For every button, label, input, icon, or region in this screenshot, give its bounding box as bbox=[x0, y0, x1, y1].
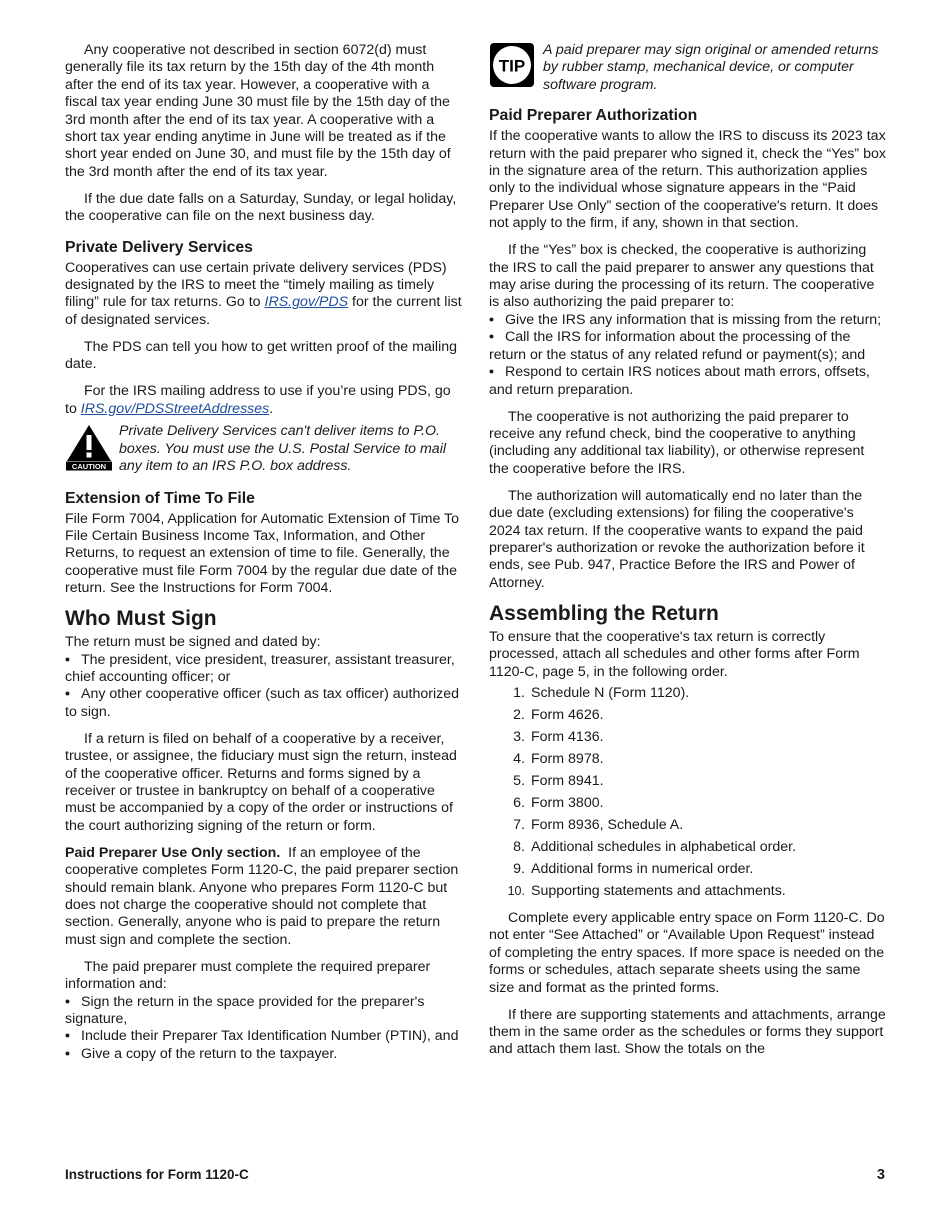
sign-bullet-item: • Any other cooperative officer (such as tax officer) authorized to sign. bbox=[65, 686, 460, 720]
list-item: 4. Form 8978. bbox=[513, 750, 604, 767]
list-item: 8. Additional schedules in alphabetical order. bbox=[513, 838, 797, 855]
fiduciary-paragraph: If a return is filed on behalf of a cooperative by a receiver, trustee, or assignee, the fiduciary must sign the return, instead of the cooperative officer. Returns and forms signed by a receiver or trustee in bankruptcy on behalf of a cooperative must be accompanied by a copy of the order or instructions of the court authorizing signing of the return or form. bbox=[65, 730, 457, 834]
assembling-paragraph-3: If there are supporting statements and attachments, arrange them in the same order as the schedules or forms they support and attach them last. Show the totals on the bbox=[489, 1006, 886, 1058]
irs-pds-link[interactable]: IRS.gov/PDS bbox=[264, 294, 349, 311]
authorization-bullet-item: • Call the IRS for information about the processing of the return or the status of any related refund or payment(s); and bbox=[489, 329, 866, 363]
left-column bbox=[65, 42, 463, 1063]
preparer-bullet-item: • Give a copy of the return to the taxpayer. bbox=[65, 1045, 338, 1062]
list-item: 1. Schedule N (Form 1120). bbox=[513, 684, 690, 701]
assembling-paragraph-2: Complete every applicable entry space on Form 1120-C. Do not enter “See Attached” or “Available Upon Request” instead of completing the entry spaces. If more space is needed on the forms or schedules, attach separate sheets using the same size and format as the printed forms. bbox=[489, 909, 885, 996]
pds-paragraph-3: For the IRS mailing address to use if you’re using PDS, go to IRS.gov/PDSStreetAddresses. bbox=[65, 383, 451, 417]
authorization-paragraph-3: The cooperative is not authorizing the paid preparer to receive any refund check, bind the cooperative to anything (including any additional tax liability), or otherwise represent the cooperative before the IRS. bbox=[489, 408, 865, 477]
pds-paragraph-2: The PDS can tell you how to get written proof of the mailing date. bbox=[65, 338, 458, 373]
tip-icon bbox=[489, 42, 543, 93]
extension-paragraph: File Form 7004, Application for Automatic Extension of Time To File Certain Business Income Tax, Information, and Other Returns, to request an extension of time to file. Generally, the cooperative must file Form 7004 by the regular due date of the return. See the Instructions for Form 7004. bbox=[65, 510, 460, 597]
due-date-paragraph: Any cooperative not described in section 6072(d) must generally file its tax return by the 15th day of the 4th month after the end of its tax year. However, a cooperative with a fiscal tax year ending June 30 must file by the 15th day of the 3rd month after the end of its tax year. A cooperative with a short tax year ending anytime in June will be treated as if the short year ended on June 30, and must file by the 15th day of the 3rd month after the end of its tax year. bbox=[65, 42, 451, 180]
preparer-requirements-intro: The paid preparer must complete the required preparer information and: bbox=[65, 958, 431, 993]
list-item: 5. Form 8941. bbox=[513, 772, 604, 789]
authorization-paragraph-4: The authorization will automatically end no later than the due date (excluding extensions) for filing the cooperative's 2024 tax return. If the cooperative wants to expand the paid preparer's authorization or revoke the authorization before it ends, see Pub. 947, Practice Before the IRS and Power of Attorney. bbox=[489, 487, 865, 591]
assembly-order-list bbox=[489, 685, 887, 900]
tip-callout bbox=[489, 42, 887, 94]
sign-bullet-item: • The president, vice president, treasurer, assistant treasurer, chief accounting officer; or bbox=[65, 651, 455, 685]
page-number: 3 bbox=[876, 1167, 885, 1183]
list-item: 9. Additional forms in numerical order. bbox=[513, 860, 754, 877]
caution-label: CAUTION bbox=[71, 462, 107, 472]
list-item: 6. Form 3800. bbox=[513, 794, 604, 811]
irs-pds-street-addresses-link[interactable]: IRS.gov/PDSStreetAddresses bbox=[80, 400, 270, 417]
who-must-sign-heading: Who Must Sign bbox=[65, 607, 217, 631]
authorization-paragraph-2: If the “Yes” box is checked, the cooperative is authorizing the IRS to call the paid preparer to answer any questions that may arise during the processing of its return. The cooperative is also authorizing the paid preparer to: bbox=[489, 242, 875, 311]
pds-paragraph-1: Cooperatives can use certain private delivery services (PDS) designated by the IRS to meet the “timely mailing as timely filing” rule for tax returns. Go to IRS.gov/PDS for the current list of designated services. bbox=[65, 259, 462, 328]
pds-heading: Private Delivery Services bbox=[65, 238, 253, 256]
tip-label: TIP bbox=[498, 56, 526, 76]
assembling-heading: Assembling the Return bbox=[489, 601, 719, 625]
authorization-paragraph-1: If the cooperative wants to allow the IRS to discuss its 2023 tax return with the paid preparer who signed it, check the “Yes” box in the signature area of the return. This authorization applies only to the individual whose signature appears in the “Paid Preparer Use Only” section of the cooperative's return. It does not apply to the firm, if any, shown in that section. bbox=[489, 128, 886, 232]
list-item: 7. Form 8936, Schedule A. bbox=[513, 816, 684, 833]
caution-triangle-icon bbox=[65, 423, 113, 471]
paid-preparer-use-only-paragraph: Paid Preparer Use Only section. If an employee of the cooperative completes Form 1120-C, the paid preparer section should remain blank. Anyone who prepares Form 1120-C but does not charge the cooperative should not complete that section. Generally, anyone who is paid to prepare the return must sign and complete the section. bbox=[65, 844, 459, 948]
list-item: 2. Form 4626. bbox=[513, 706, 604, 723]
right-column bbox=[489, 42, 887, 1068]
tip-text: A paid preparer may sign original or amended returns by rubber stamp, mechanical device, or computer software program. bbox=[543, 42, 879, 93]
caution-callout bbox=[65, 423, 463, 476]
footer-title: Instructions for Form 1120-C bbox=[65, 1167, 249, 1182]
sign-intro: The return must be signed and dated by: bbox=[65, 634, 321, 651]
tip-badge-icon bbox=[489, 42, 535, 88]
paid-preparer-authorization-heading: Paid Preparer Authorization bbox=[489, 107, 698, 125]
assembling-intro: To ensure that the cooperative's tax return is correctly processed, attach all schedules and other forms after Form 1120-C, page 5, in the following order. bbox=[489, 628, 860, 680]
page-footer bbox=[65, 1167, 885, 1182]
holiday-paragraph: If the due date falls on a Saturday, Sunday, or legal holiday, the cooperative can file on the next business day. bbox=[65, 190, 457, 225]
authorization-bullet-item: • Give the IRS any information that is missing from the return; bbox=[489, 311, 882, 328]
caution-text: Private Delivery Services can't deliver items to P.O. boxes. You must use the U.S. Postal Service to mail any item to an IRS P.O. box address. bbox=[119, 423, 446, 474]
caution-icon bbox=[65, 423, 119, 476]
list-item: 10. Supporting statements and attachments. bbox=[507, 882, 786, 899]
extension-heading: Extension of Time To File bbox=[65, 489, 255, 507]
list-item: 3. Form 4136. bbox=[513, 728, 604, 745]
authorization-bullet-item: • Respond to certain IRS notices about math errors, offsets, and return preparation. bbox=[489, 364, 870, 398]
preparer-bullet-item: • Sign the return in the space provided for the preparer's signature, bbox=[65, 993, 425, 1028]
preparer-bullet-item: • Include their Preparer Tax Identification Number (PTIN), and bbox=[65, 1028, 459, 1045]
